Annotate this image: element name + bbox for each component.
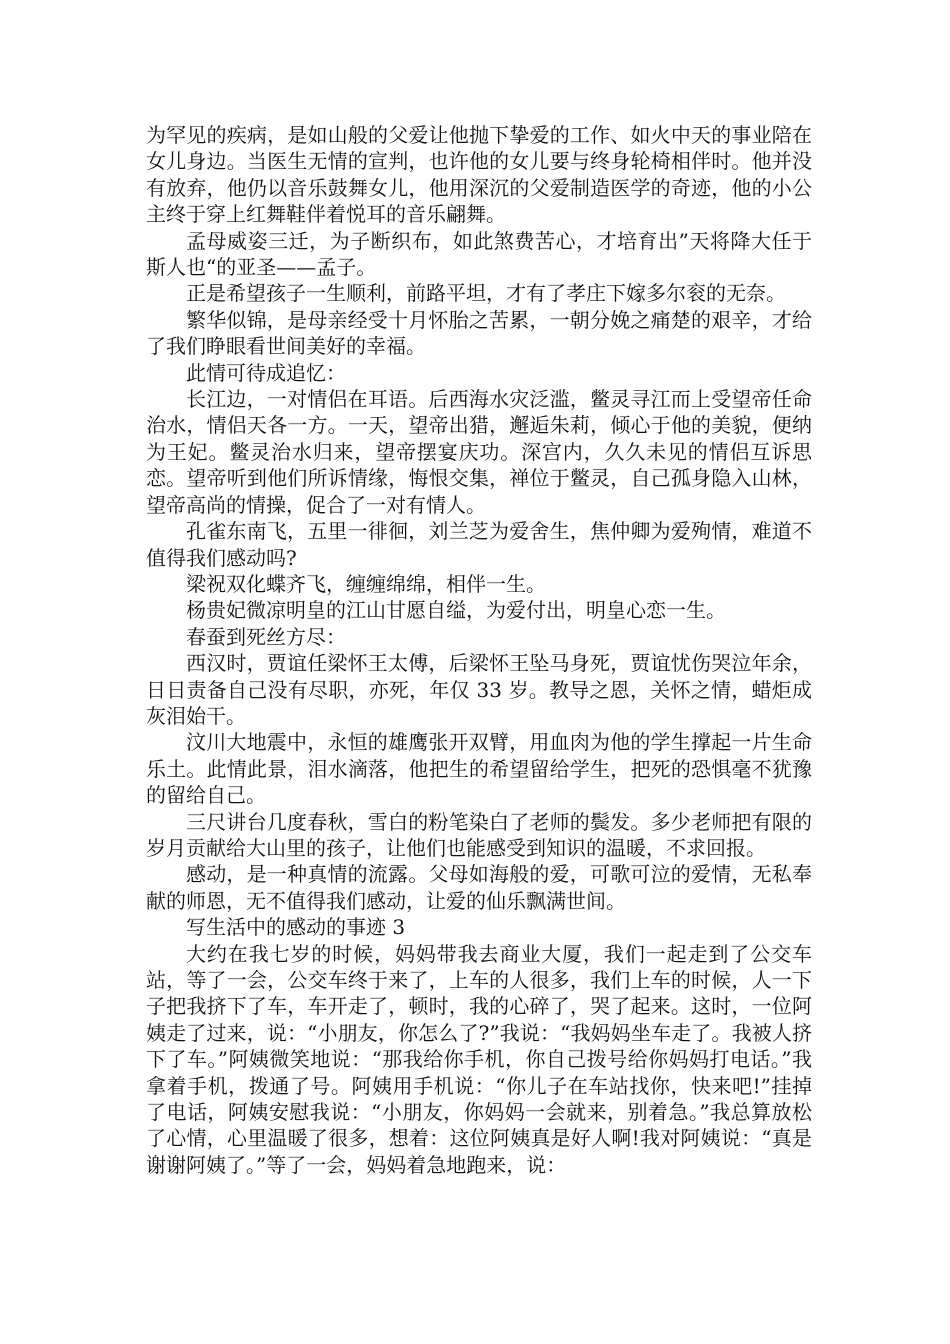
- paragraph-peacock: 孔雀东南飞，五里一徘徊，刘兰芝为爱舍生，焦仲卿为爱殉情，难道不值得我们感动吗?: [146, 519, 812, 570]
- paragraph-conclusion: 感动，是一种真情的流露。父母如海般的爱，可歌可泣的爱情，无私奉献的师恩，无不值得我们感动，让爱的仙乐飘满世间。: [146, 862, 812, 913]
- section-title: 写生活中的感动的事迹 3: [186, 915, 406, 940]
- paragraph-heading-love: 此情可待成追忆：: [186, 360, 346, 385]
- paragraph-bus-story: 大约在我七岁的时候，妈妈带我去商业大厦，我们一起走到了公交车站，等了一会，公交车终于来了，上车的人很多，我们上车的时候，人一下子把我挤下了车，车开走了，顿时，我的心碎了，哭了起来。这时，一位阿姨走了过来，说：“小朋友，你怎么了?”我说：“我妈妈坐车走了。我被人挤下了车。”阿姨微笑地说：“那我给你手机，你自己拨号给你妈妈打电话。”我拿着手机，拨通了号。阿姨用手机说：“你儿子在车站找你，快来吧!”挂掉了电话，阿姨安慰我说：“小朋友，你妈妈一会就来，别着急。”我总算放松了心情，心里温暖了很多，想着：这位阿姨真是好人啊!我对阿姨说：“真是谢谢阿姨了。”等了一会，妈妈着急地跑来，说：: [146, 941, 812, 1177]
- paragraph-wangdi-story: 长江边，一对情侣在耳语。后西海水灾泛滥，鳖灵寻江而上受望帝任命治水，情侣天各一方。一天，望帝出猎，邂逅朱莉，倾心于他的美貌，便纳为王妃。鳖灵治水归来，望帝摆宴庆功。深宫内，久久未见的情侣互诉思恋。望帝听到他们所诉情缘，悔恨交集，禅位于鳖灵，自己孤身隐入山林，望帝高尚的情操，促合了一对有情人。: [146, 387, 812, 517]
- paragraph-yang-guifei: 杨贵妃微凉明皇的江山甘愿自缢，为爱付出，明皇心恋一生。: [186, 598, 726, 623]
- paragraph-mencius-mother: 孟母威姿三迁，为子断织布，如此煞费苦心，才培育出”天将降大任于斯人也“的亚圣——孟子。: [146, 228, 812, 280]
- paragraph-wenchuan: 汶川大地震中，永恒的雄鹰张开双臂，用血肉为他的学生撑起一片生命乐土。此情此景，泪水滴落，他把生的希望留给学生，把死的恐惧毫不犹豫的留给自己。: [146, 730, 812, 808]
- paragraph-jia-yi: 西汉时，贾谊任梁怀王太傅，后梁怀王坠马身死，贾谊忧伤哭泣年余，日日责备自己没有尽职，亦死，年仅 33 岁。教导之恩，关怀之情，蜡炬成灰泪始干。: [146, 651, 812, 728]
- paragraph-mother-birth: 繁华似锦，是母亲经受十月怀胎之苦累，一朝分娩之痛楚的艰辛，才给了我们睁眼看世间美好的幸福。: [146, 307, 812, 359]
- paragraph-butterfly-lovers: 梁祝双化蝶齐飞，缠缠绵绵，相伴一生。: [186, 571, 546, 596]
- paragraph-xiaozhuang: 正是希望孩子一生顺利，前路平坦，才有了孝庄下嫁多尔衮的无奈。: [186, 281, 786, 306]
- paragraph-father-love: 为罕见的疾病，是如山般的父爱让他抛下挚爱的工作、如火中天的事业陪在女儿身边。当医生无情的宣判，也许他的女儿要与终身轮椅相伴时。他并没有放弃，他仍以音乐鼓舞女儿，他用深沉的父爱制造医学的奇迹，他的小公主终于穿上红舞鞋伴着悦耳的音乐翩舞。: [146, 123, 812, 227]
- paragraph-podium: 三尺讲台几度春秋，雪白的粉笔染白了老师的鬓发。多少老师把有限的岁月贡献给大山里的孩子，让他们也能感受到知识的温暖，不求回报。: [146, 809, 812, 860]
- paragraph-heading-teacher: 春蚕到死丝方尽：: [186, 624, 346, 649]
- document-page: [146, 122, 812, 1178]
